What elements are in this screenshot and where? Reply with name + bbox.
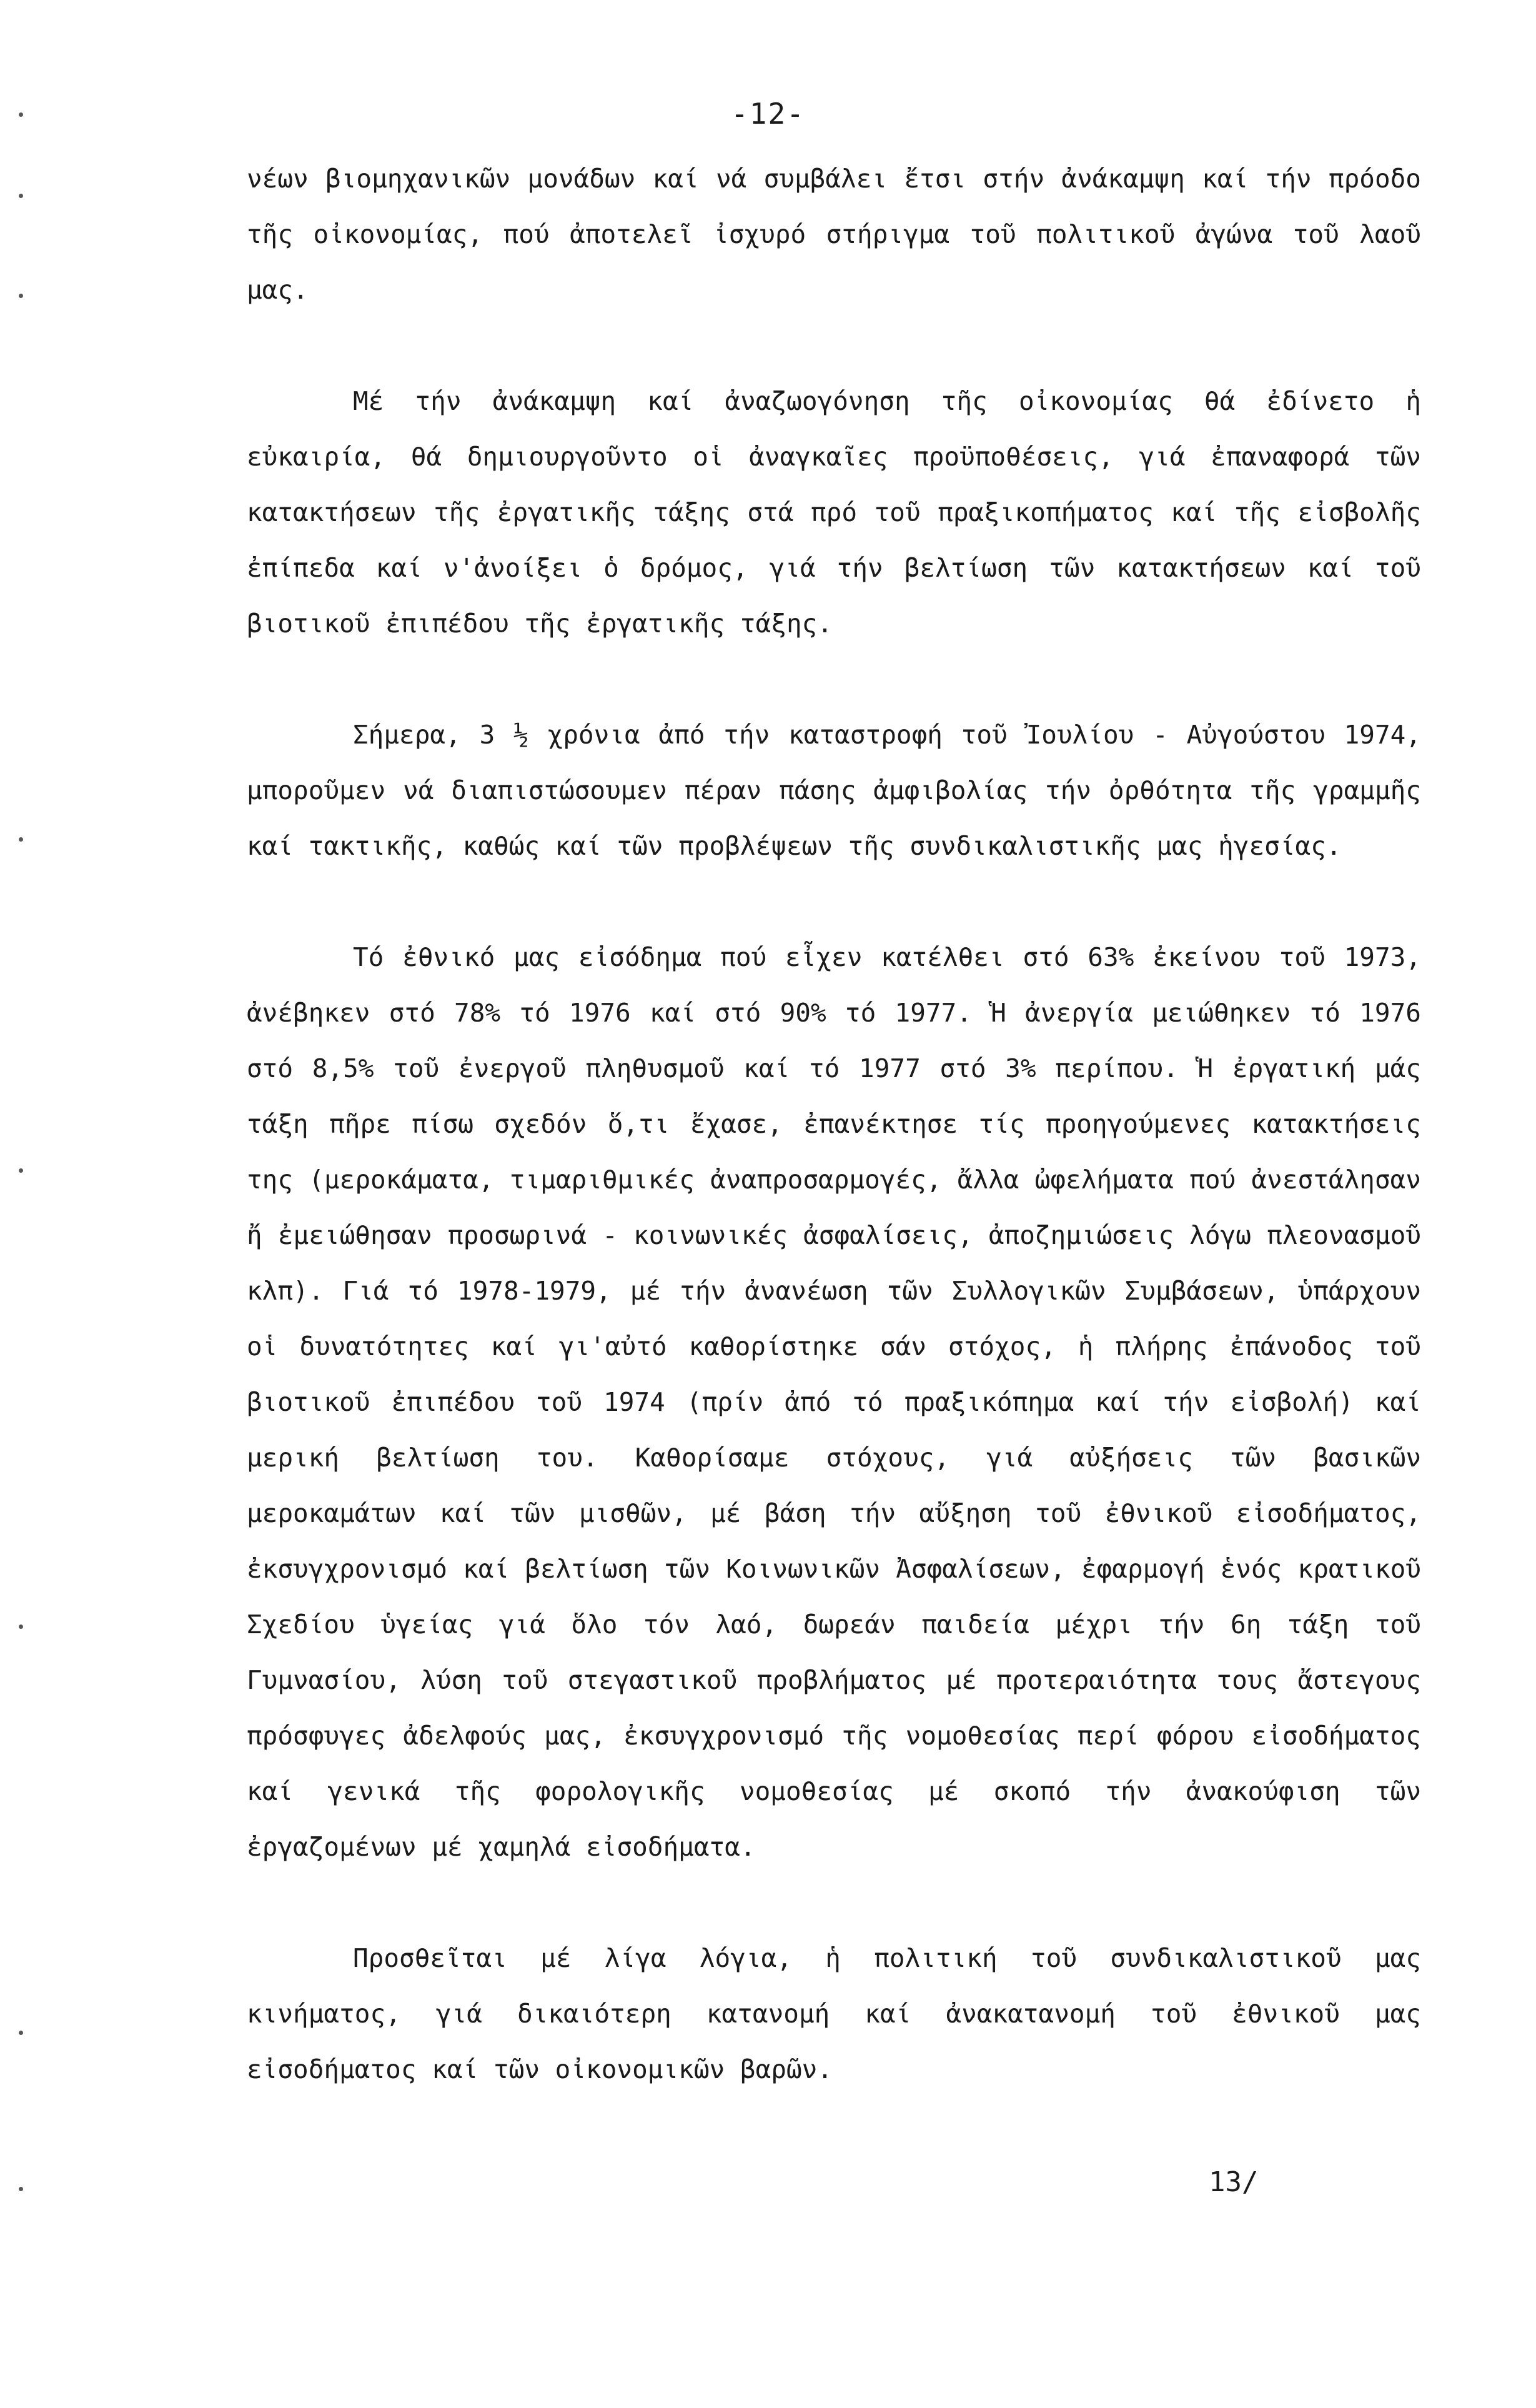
scan-speck <box>19 2187 23 2191</box>
page-number: -12- <box>731 97 805 131</box>
paragraph-gap <box>247 652 1421 707</box>
scan-speck <box>19 2031 23 2035</box>
scan-speck <box>19 837 23 842</box>
paragraph-3: Σήμερα, 3 ½ χρόνια ἀπό τήν καταστροφή τοῦ Ἰουλίου - Αὐγούστου 1974, μποροῦμεν νά διαπιστώσουμεν πέραν πάσης ἀμφιβολίας τήν ὀρθότητα τῆς γραμμῆς καί τακτικῆς, καθώς καί τῶν προβλέψεων τῆς συνδικαλιστικῆς μας ἡγεσίας. <box>247 720 1421 861</box>
paragraph-4: Τό ἐθνικό μας εἰσόδημα πού εἶχεν κατέλθει στό 63% ἐκείνου τοῦ 1973, ἀνέβηκεν στό 78% τό 1976 καί στό 90% τό 1977. Ἡ ἀνεργία μειώθηκεν τό 1976 στό 8,5% τοῦ ἐνεργοῦ πληθυσμοῦ καί τό 1977 στό 3% περίπου. Ἡ ἐργατική μάς τάξη πῆρε πίσω σχεδόν ὅ,τι ἔχασε, ἐπανέκτησε τίς προηγούμενες κατακτήσεις της (μεροκάματα, τιμαριθμικές ἀναπροσαρμογές, ἄλλα ὠφελήματα πού ἀνεστάλησαν ἤ ἐμειώθησαν προσωρινά - κοινωνικές ἀσφαλίσεις, ἀποζημιώσεις λόγω πλεονασμοῦ κλπ). Γιά τό 1978-1979, μέ τήν ἀνανέωση τῶν Συλλογικῶν Συμβάσεων, ὑπάρχουν οἱ δυνατότητες καί γι'αὐτό καθορίστηκε σάν στόχος, ἡ πλήρης ἐπάνοδος τοῦ βιοτικοῦ ἐπιπέδου τοῦ 1974 (πρίν ἀπό τό πραξικόπημα καί τήν εἰσβολή) καί μερική βελτίωση του. Καθορίσαμε στόχους, γιά αὐξήσεις τῶν βασικῶν μεροκαμάτων καί τῶν μισθῶν, μέ βάση τήν αὔξηση τοῦ ἐθνικοῦ εἰσοδήματος, ἐκσυγχρονισμό καί βελτίωση τῶν Κοινωνικῶν Ἀσφαλίσεων, ἐφαρμογή ἑνός κρατικοῦ Σχεδίου ὑγείας γιά ὅλο τόν λαό, δωρεάν παιδεία μέχρι τήν 6η τάξη τοῦ Γυμνασίου, λύση τοῦ στεγαστικοῦ προβλήματος μέ προτεραιότητα τους ἄστεγους πρόσφυγες ἀδελφούς μας, ἐκσυγχρονισμό τῆς νομοθεσίας περί φόρου εἰσοδήματος καί γενικά τῆς φορολογικῆς νομοθεσίας μέ σκοπό τήν ἀνακούφιση τῶν ἐργαζομένων μέ χαμηλά εἰσοδήματα. <box>247 942 1421 1862</box>
paragraph-2: Μέ τήν ἀνάκαμψη καί ἀναζωογόνηση τῆς οἰκονομίας θά ἐδίνετο ἡ εὐκαιρία, θά δημιουργοῦντο οἱ ἀναγκαῖες προϋποθέσεις, γιά ἐπαναφορά τῶν κατακτήσεων τῆς ἐργατικῆς τάξης στά πρό τοῦ πραξικοπήματος καί τῆς εἰσβολῆς ἐπίπεδα καί ν'ἀνοίξει ὁ δρόμος, γιά τήν βελτίωση τῶν κατακτήσεων καί τοῦ βιοτικοῦ ἐπιπέδου τῆς ἐργατικῆς τάξης. <box>247 386 1421 639</box>
paragraph-1: νέων βιομηχανικῶν μονάδων καί νά συμβάλει ἔτσι στήν ἀνάκαμψη καί τήν πρόοδο τῆς οἰκονομίας, πού ἀποτελεῖ ἰσχυρό στήριγμα τοῦ πολιτικοῦ ἀγώνα τοῦ λαοῦ μας. <box>247 164 1421 305</box>
scan-speck <box>19 194 23 198</box>
continuation-marker: 13/ <box>1209 2166 1259 2198</box>
body-text <box>247 151 1421 2097</box>
paragraph-gap <box>247 874 1421 930</box>
scan-speck <box>19 112 23 117</box>
paragraph-gap <box>247 1875 1421 1931</box>
paragraph-gap <box>247 318 1421 374</box>
scan-speck <box>19 1168 23 1173</box>
scan-speck <box>19 294 23 298</box>
scan-speck <box>19 1624 23 1629</box>
paragraph-5: Προσθεῖται μέ λίγα λόγια, ἡ πολιτική τοῦ συνδικαλιστικοῦ μας κινήματος, γιά δικαιότερη κατανομή καί ἀνακατανομή τοῦ ἐθνικοῦ μας εἰσοδήματος καί τῶν οἰκονομικῶν βαρῶν. <box>247 1943 1421 2084</box>
